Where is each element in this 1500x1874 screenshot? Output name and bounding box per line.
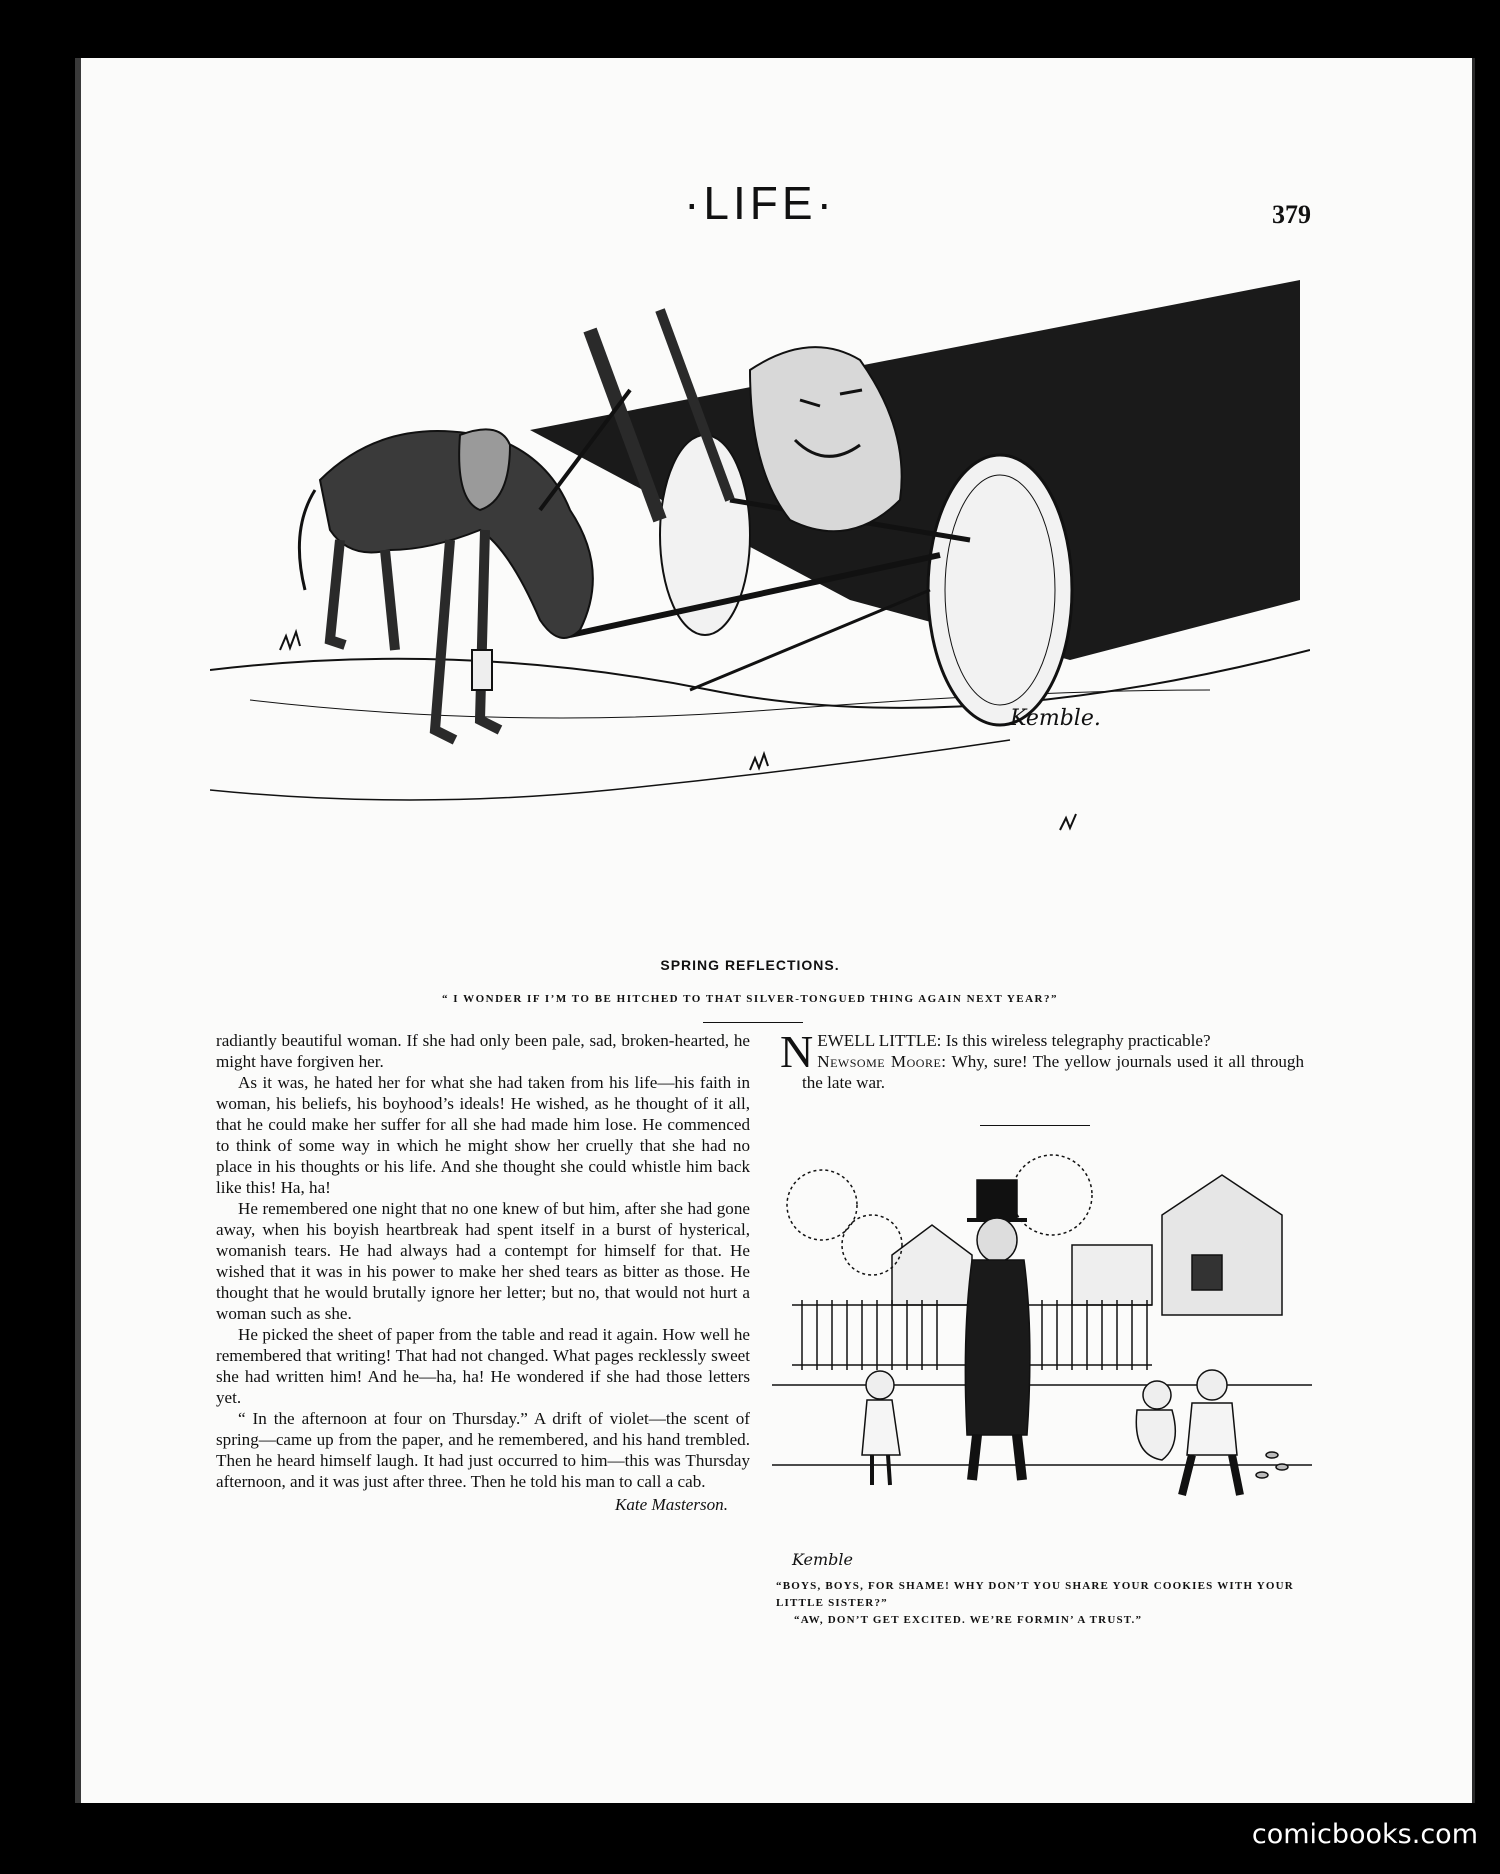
story-paragraph: As it was, he hated her for what she had taken from his life—his faith in woman, his beliefs, his boyhood’s ideals! He wished, as he thought of it all, that he could make her suffer for all she had made him lose. He commenced to think of some way in which he might show her cruelly that she had no place in his thoughts or his life. And she thought she could whistle him back like this! Ha, ha! (216, 1073, 750, 1197)
bottom-caption-line-1: “BOYS, BOYS, FOR SHAME! WHY DON’T YOU SHARE YOUR COOKIES WITH YOUR LITTLE SISTER?” (776, 1580, 1294, 1609)
drop-cap: N (780, 1026, 814, 1077)
story-paragraph: He remembered one night that no one knew of but him, after she had gone away, when his boyish heartbreak had spent itself in a burst of hysterical, womanish tears. He had always had a contempt for himself for that. He wished that it was in his power to make her shed tears as bitter as those. He thought that he would brutally ignore her letter; but no, that would not hurt a woman such as she. (216, 1199, 750, 1323)
joke-text-1: Is this wireless telegraphy practicable? (941, 1031, 1211, 1050)
top-cartoon-title: SPRING REFLECTIONS. (660, 957, 840, 973)
section-divider (703, 1022, 803, 1023)
site-watermark: comicbooks.com (1251, 1819, 1478, 1850)
story-paragraph: “ In the afternoon at four on Thursday.” A drift of violet—the scent of spring—came up from the paper, and he remembered, and his hand trembled. Then he heard himself laugh. It had just occurred to him—this was Thursday afternoon, and it was just after three. Then he told his man to call a cab. (216, 1409, 750, 1491)
story-paragraph: radiantly beautiful woman. If she had only been pale, sad, broken-hearted, he might have forgiven her. (216, 1031, 750, 1071)
joke-text-2: Why, sure! The yellow journals used it all through the late war. (802, 1052, 1305, 1092)
joke-speaker-1: EWELL LITTLE: (817, 1031, 942, 1050)
bottom-cartoon-caption (776, 1578, 1316, 1629)
story-column (216, 1030, 750, 1515)
trust-cartoon-illustration (772, 1135, 1312, 1575)
magazine-masthead: ·LIFE· (684, 177, 836, 229)
page-right-edge (1472, 58, 1475, 1803)
joke-column (780, 1026, 1305, 1093)
story-author: Kate Masterson. (614, 1495, 728, 1514)
top-cartoon-quote: “ I WONDER IF I’M TO BE HITCHED TO THAT SILVER-TONGUED THING AGAIN NEXT YEAR?” (442, 993, 1058, 1005)
spring-reflections-illustration (210, 270, 1310, 900)
page-binding-edge (75, 58, 81, 1803)
joke-divider (980, 1125, 1090, 1126)
bottom-caption-line-2: “AW, DON’T GET EXCITED. WE’RE FORMIN’ A TRUST.” (794, 1614, 1143, 1626)
story-paragraph: He picked the sheet of paper from the table and read it again. How well he remembered that writing! That had not changed. What pages recklessly sweet she had written him! And he—ha, ha! He wondered if she had those letters yet. (216, 1325, 750, 1407)
top-cartoon-signature: Kemble. (1010, 706, 1101, 731)
joke-speaker-2: Newsome Moore: (817, 1052, 947, 1071)
joke-line-2 (780, 1051, 1304, 1093)
page-number: 379 (1272, 200, 1311, 229)
bottom-cartoon-signature: Kemble (792, 1550, 853, 1569)
